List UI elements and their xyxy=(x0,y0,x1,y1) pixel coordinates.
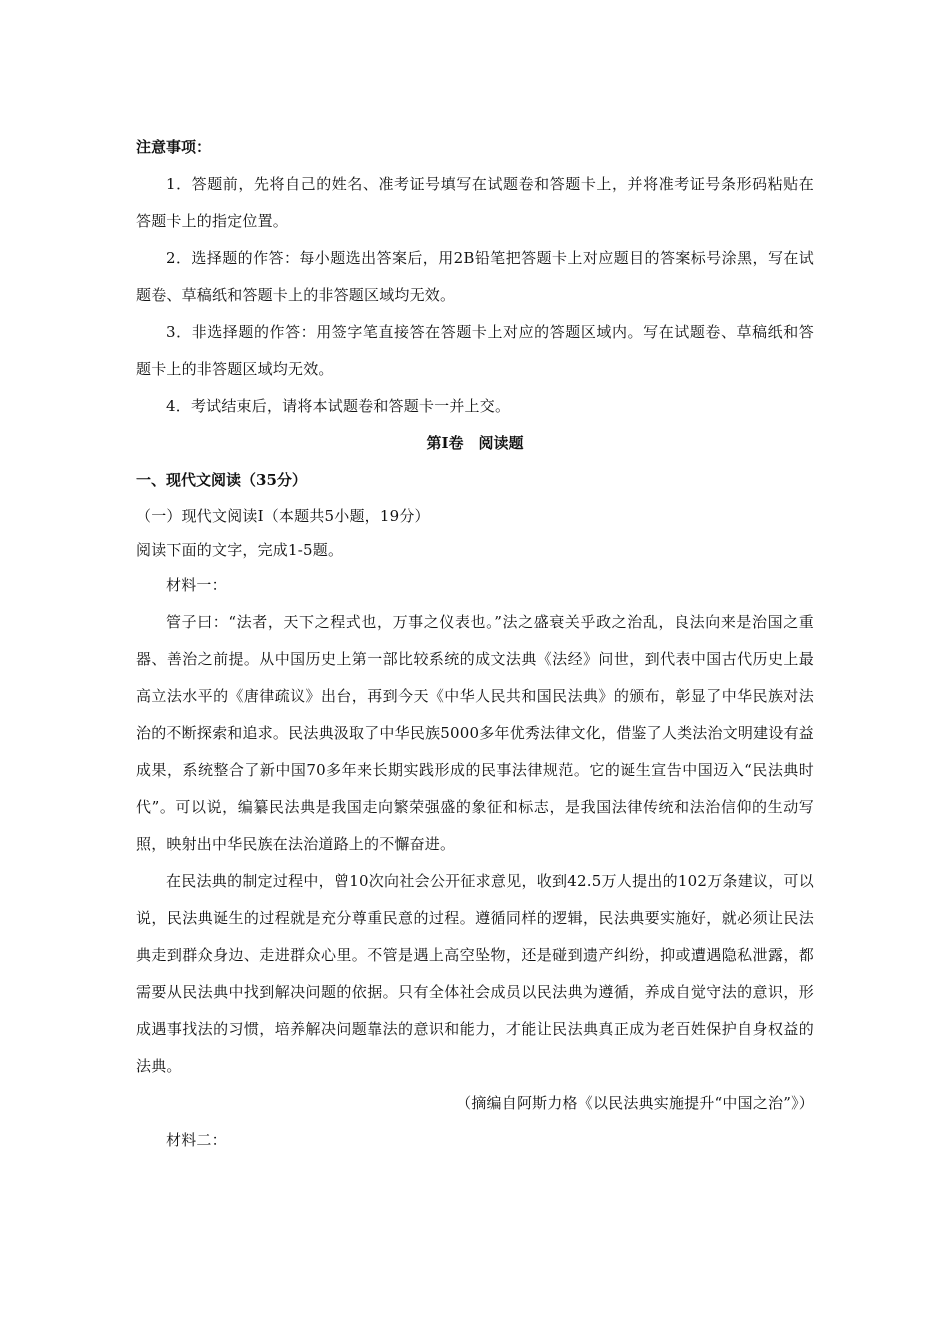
notice-title: 注意事项： xyxy=(136,138,212,156)
notice-item-2: 2．选择题的作答：每小题选出答案后，用2B铅笔把答题卡上对应题目的答案标号涂黑，写在试题卷、草稿纸和答题卡上的非答题区域均无效。 xyxy=(136,249,814,304)
material1-paragraph-2: 在民法典的制定过程中，曾10次向社会公开征求意见，收到42.5万人提出的102万条建议，可以说，民法典诞生的过程就是充分尊重民意的过程。遵循同样的逻辑，民法典要实施好，就必须让民法典走到群众身边、走进群众心里。不管是遇上高空坠物，还是碰到遗产纠纷，抑或遭遇隐私泄露，都需要从民法典中找到解决问题的依据。只有全体社会成员以民法典为遵循，养成自觉守法的意识，形成遇事找法的习惯，培养解决问题靠法的意识和能力，才能让民法典真正成为老百姓保护自身权益的法典。 xyxy=(136,872,814,1075)
material1-source: （摘编自阿斯力格《以民法典实施提升“中国之治”》） xyxy=(456,1094,814,1112)
section-title: 第Ⅰ卷 阅读题 xyxy=(426,434,524,452)
notice-item-1: 1．答题前，先将自己的姓名、准考证号填写在试题卷和答题卡上，并将准考证号条形码粘贴在答题卡上的指定位置。 xyxy=(136,175,814,230)
notice-list xyxy=(136,166,814,425)
instruction: 阅读下面的文字，完成1-5题。 xyxy=(136,541,344,559)
material1-paragraph-1: 管子曰：“法者，天下之程式也，万事之仪表也。”法之盛衰关乎政之治乱，良法向来是治国之重器、善治之前提。从中国历史上第一部比较系统的成文法典《法经》问世，到代表中国古代历史上最高立法水平的《唐律疏议》出台，再到今天《中华人民共和国民法典》的颁布，彰显了中华民族对法治的不断探索和追求。民法典汲取了中华民族5000多年优秀法律文化，借鉴了人类法治文明建设有益成果，系统整合了新中国70多年来长期实践形成的民事法律规范。它的诞生宣告中国迈入“民法典时代”。可以说，编纂民法典是我国走向繁荣强盛的象征和标志，是我国法律传统和法治信仰的生动写照，映射出中华民族在法治道路上的不懈奋进。 xyxy=(136,613,814,853)
notice-item-3: 3．非选择题的作答：用签字笔直接答在答题卡上对应的答题区域内。写在试题卷、草稿纸和答题卡上的非答题区域均无效。 xyxy=(136,323,814,378)
sub-title: （一）现代文阅读Ⅰ（本题共5小题，19分） xyxy=(136,507,430,525)
notice-item-4: 4．考试结束后，请将本试题卷和答题卡一并上交。 xyxy=(166,397,511,415)
material1-label: 材料一： xyxy=(166,576,227,594)
material2-label: 材料二： xyxy=(166,1131,227,1149)
part-title: 一、现代文阅读（35分） xyxy=(136,471,307,489)
